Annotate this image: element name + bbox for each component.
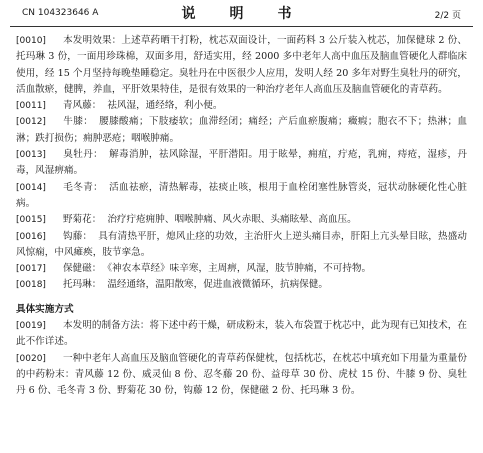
herb-name: 臭牡丹：	[62, 149, 104, 161]
paragraph-0015	[16, 212, 467, 228]
paragraph-number: [0010]	[16, 36, 46, 46]
paragraph-0020	[16, 351, 467, 400]
paragraph-number: [0013]	[16, 150, 46, 161]
paragraph-0012	[16, 114, 467, 147]
paragraph-0014	[16, 180, 467, 213]
paragraph-number: [0019]	[16, 321, 46, 332]
paragraph-text: 治疗疔疮痈肿、咽喉肿痛、风火赤眼、头痛眩晕、高血压。	[107, 214, 357, 226]
paragraph-text: 活血祛瘀，清热解毒，祛痰止咳，根用于血栓闭塞性脉管炎，冠状动脉硬化性心脏病。	[16, 181, 468, 209]
paragraph-number: [0011]	[16, 101, 46, 112]
paragraph-number: [0020]	[16, 353, 46, 364]
paragraph-text: 解毒消肿，祛风除湿，平肝潜阳。用于眩晕，痈疽，疔疮，乳痈，痔疮，湿疹，丹毒，风湿痹痛。	[16, 149, 468, 177]
paragraph-number: [0015]	[16, 215, 46, 226]
paragraph-text: 腰膝酸痛；下肢痿软；血滞经闭；痛经；产后血瘀腹痛；癥瘕；胞衣不下；热淋；血淋；跌打损伤；痈肿恶疮；咽喉肿痛。	[16, 116, 468, 144]
paragraph-number: [0014]	[16, 182, 46, 193]
paragraph-number: [0018]	[16, 280, 46, 291]
herb-name: 野菊花：	[62, 214, 102, 226]
paragraph-0011	[16, 98, 467, 114]
document-title: 说 明 书	[181, 6, 302, 22]
paragraph-0016	[16, 229, 467, 262]
paragraph-text: 温经通络，温阳散寒，促进血液微循环，抗病保健。	[107, 279, 328, 291]
paragraph-text: 本发明效果：上述草药晒干打粉，枕芯双面设计，一面药料 3 公斤装入枕芯，加保健球 2 份、托玛琳 3 份，一面用珍珠棉，双面多用，舒适实用，经 2000 多中老年人高中血压及脑血管硬化人群临床使用，经 15 个月坚持每晚垫睡稳定。臭牡丹在中医很少人应用，发明人经 20 多年对野生臭牡丹的研究，活血散瘀，健脾，养血，平肝效果特佳，是很有效果的一种治疗老年人高血压及脑血管硬化的青草药。	[16, 35, 467, 95]
herb-name: 牛膝：	[62, 116, 94, 128]
paragraph-0018	[16, 277, 467, 293]
paragraph-0017	[16, 261, 467, 277]
page-header	[10, 0, 473, 27]
paragraph-number: [0016]	[16, 231, 46, 242]
publication-number: CN 104323646 A	[22, 8, 99, 18]
page-number: 2/2 页	[434, 11, 461, 21]
paragraph-text: 祛风湿，通经络，利小便。	[107, 100, 223, 112]
paragraph-text: 本发明的制备方法：将下述中药干燥，研成粉末，装入布袋置于枕芯中，此为现有已知技术，在此不作详述。	[16, 320, 467, 348]
paragraph-text: 一种中老年人高血压及脑血管硬化的青草药保健枕，包括枕芯，在枕芯中填充如下用量为重量份的中药粉末：青风藤 12 份、威灵仙 8 份、忍冬藤 20 份、益母草 30 份、虎杖 15 份、牛膝 9 份、臭牡丹 6 份、毛冬青 3 份、野菊花 30 份，钩藤 12 份，保健磁 2 份、托玛琳 3 份。	[16, 352, 467, 397]
herb-name: 青风藤：	[62, 100, 102, 112]
paragraph-text: 《神农本草经》味辛寒，主周痹，风湿，肢节肿痛，不可持物。	[107, 263, 372, 275]
herb-name: 钩藤：	[62, 230, 93, 242]
paragraph-0010	[16, 33, 467, 98]
herb-name: 保健磁：	[62, 263, 102, 275]
herb-name: 托玛琳：	[62, 279, 102, 291]
paragraph-number: [0012]	[16, 117, 46, 128]
document-body	[10, 27, 473, 400]
paragraph-number: [0017]	[16, 264, 46, 275]
paragraph-0013	[16, 147, 467, 180]
section-title: 具体实施方式	[16, 303, 74, 315]
herb-name: 毛冬青：	[62, 181, 104, 193]
paragraph-0019	[16, 318, 467, 351]
paragraph-text: 具有清热平肝，熄风止痉的功效，主治肝火上逆头痛目赤，肝阳上亢头晕目眩，热盛动风惊痫，中风瘫痪，肢节挛急。	[16, 230, 468, 258]
